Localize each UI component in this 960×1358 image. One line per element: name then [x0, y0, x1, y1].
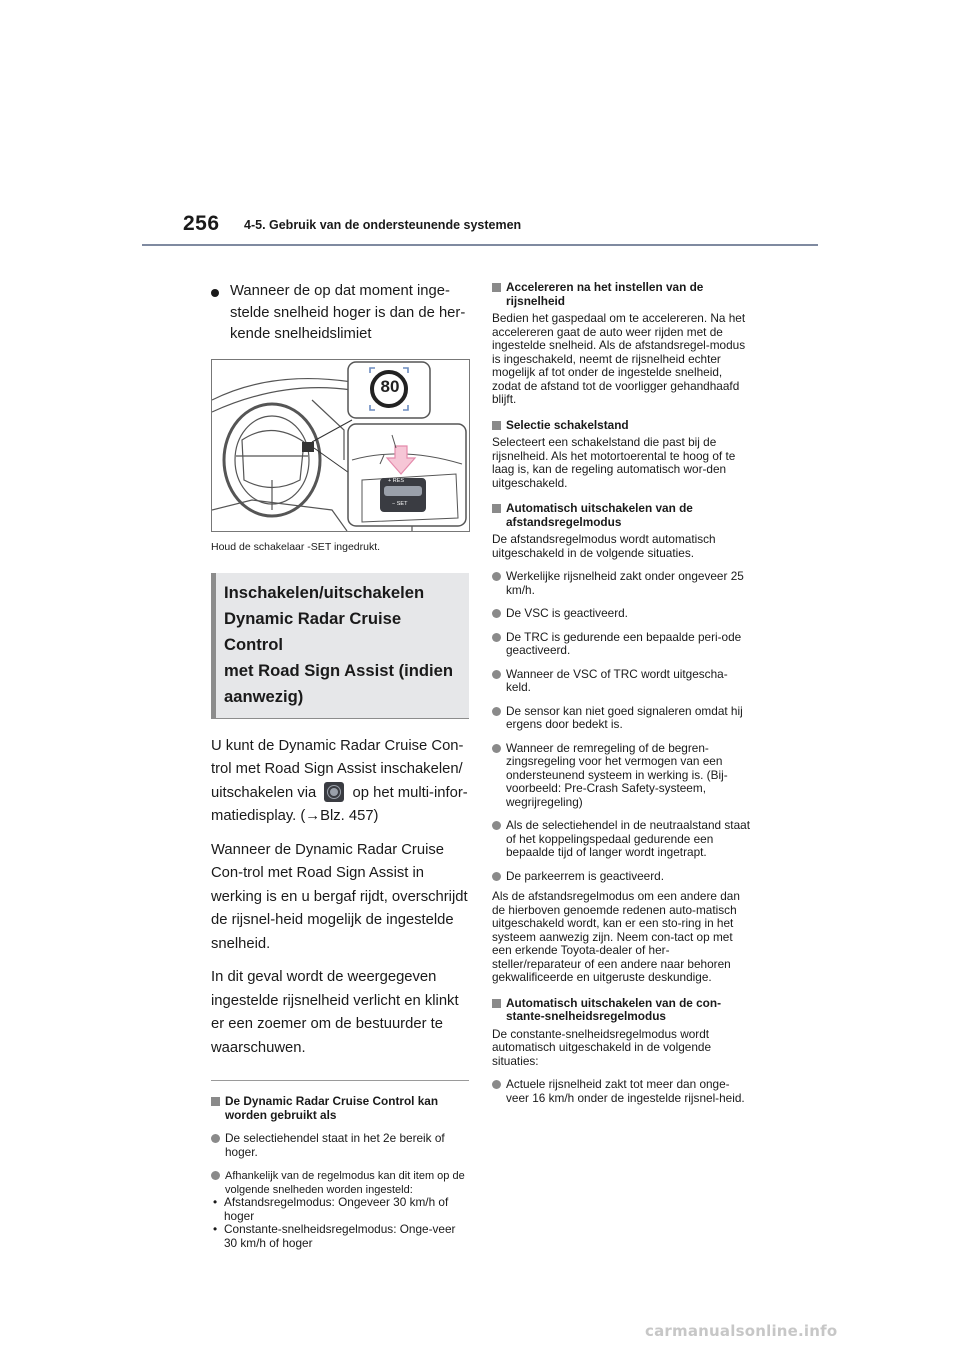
list-item-text: De sensor kan niet goed signaleren omdat hij ergens door bedekt is. [506, 703, 743, 731]
round-bullet-icon [492, 821, 501, 830]
round-bullet-icon [211, 1171, 220, 1180]
list-item-text: De VSC is geactiveerd. [506, 606, 628, 620]
round-bullet-icon [492, 872, 501, 881]
list-item [492, 1078, 752, 1105]
list-item: • Constante-snelheidsregelmodus: Onge-veer 30 km/h of hoger [211, 1223, 469, 1250]
square-bullet-icon [492, 504, 501, 513]
round-bullet-icon [211, 1134, 220, 1143]
list-item-text: Als de selectiehendel in de neutraalstand staat of het koppelingspedaal gedurende een bepaalde tijd of langer wordt ingetrapt. [506, 818, 750, 859]
note-bullet [211, 1132, 469, 1159]
list-item [492, 742, 752, 810]
note-bullet [211, 1169, 469, 1196]
section-heading-box [211, 573, 469, 719]
note-bullet-text: De selectiehendel staat in het 2e bereik of hoger. [225, 1131, 445, 1159]
left-column [211, 281, 469, 1250]
intro-text-after-icon: op het multi-infor-matiedisplay. (→Blz. 457) [211, 784, 468, 824]
subsection-heading-text: Selectie schakelstand [506, 417, 629, 432]
cockpit-drawing [212, 360, 469, 531]
subsection-heading [492, 281, 752, 308]
lead-bullet [211, 281, 469, 346]
subsection-heading-text: Automatisch uitschakelen van de con-stante-snelheidsregelmodus [506, 995, 722, 1023]
speed-sign-value: 80 [380, 376, 400, 396]
list-item-text: De parkeerrem is geactiveerd. [506, 868, 665, 883]
section-heading-line: Dynamic Radar Cruise Control [224, 608, 402, 654]
round-bullet-icon [492, 609, 501, 618]
square-bullet-icon [492, 283, 501, 292]
round-bullet-icon [492, 744, 501, 753]
list-item-text: Wanneer de remregeling of de begren-zingsregeling voor het vermogen van een ondersteunend systeem in werking is. (Bij-voorbeeld: Pre-Crash Safety-systeem, wegrijregeling) [506, 740, 728, 809]
intro-text-before-icon: U kunt de Dynamic Radar Cruise Con-trol met Road Sign Assist inschakelen/ uitschakelen via [211, 737, 464, 801]
right-column [492, 281, 752, 1105]
switch-plus-label: + RES [388, 477, 405, 484]
list-item [492, 631, 752, 658]
cockpit-illustration [211, 359, 470, 532]
square-bullet-icon [211, 1097, 220, 1106]
paragraph: De afstandsregelmodus wordt automatisch uitgeschakeld in de volgende situaties. [492, 532, 716, 560]
round-bullet-icon [492, 707, 501, 716]
list-item-text: Werkelijke rijsnelheid zakt onder ongeveer 25 km/h. [506, 569, 744, 597]
speed-mode-list [211, 1196, 469, 1250]
note-separator [211, 1080, 469, 1081]
page-number: 256 [183, 212, 220, 235]
list-item [492, 870, 752, 884]
lead-bullet-text: Wanneer de op dat moment inge-stelde snelheid hoger is dan de her-kende snelheidslimiet [230, 283, 466, 342]
square-bullet-icon [492, 421, 501, 430]
subsection-heading [492, 419, 752, 433]
figure-caption: Houd de schakelaar -SET ingedrukt. [211, 540, 381, 553]
header-rule [142, 244, 818, 246]
subsection-heading [492, 997, 752, 1024]
list-item-text: De TRC is gedurende een bepaalde peri-ode geactiveerd. [506, 629, 742, 657]
round-bullet-icon [492, 1080, 501, 1089]
paragraph: Als de afstandsregelmodus om een andere dan de hierboven genoemde redenen auto-matisch uitgeschakeld wordt, kan er een sto-ring in het systeem aanwezig zijn. Neem con-tact op met een erkende Toyota-dealer of her-steller/reparateur of een andere naar behoren gekwalificeerde en uitgeruste deskundige. [492, 889, 740, 984]
subsection-heading-text: Accelereren na het instellen van de rijsnelheid [506, 280, 704, 308]
list-item-text: Actuele rijsnelheid zakt tot meer dan onge-veer 16 km/h onder de ingestelde rijsnel-heid. [506, 1077, 745, 1105]
section-heading-line: aanwezig) [224, 686, 304, 706]
note-heading [211, 1095, 469, 1122]
list-item: • Afstandsregelmodus: Ongeveer 30 km/h of hoger [211, 1196, 469, 1223]
paragraph: Bedien het gaspedaal om te accelereren. Na het accelereren gaat de auto weer rijden met de ingestelde snelheid. Als de afstandsregel-modus is ingeschakeld, neemt de rijsnelheid echter mogelijk af tot onder de ingestelde snelheid, zodat de afstand tot de voorligger gehandhaafd blijft. [492, 311, 746, 406]
section-heading-line: Inschakelen/uitschakelen [224, 582, 425, 602]
list-item [492, 705, 752, 732]
round-bullet-icon [492, 633, 501, 642]
paragraph: Selecteert een schakelstand die past bij de rijsnelheid. Als het motortoerental te hoog of te laag is, kan de regeling automatisch wor-den uitgeschakeld. [492, 435, 736, 490]
list-item-text: Wanneer de VSC of TRC wordt uitgescha-keld. [506, 666, 728, 694]
list-item [492, 570, 752, 597]
downhill-paragraph: Wanneer de Dynamic Radar Cruise Con-trol met Road Sign Assist in werking is en u bergaf rijdt, overschrijdt de rijsnel-heid mogelijk de ingestelde snelheid. [211, 841, 468, 952]
round-bullet-icon [492, 572, 501, 581]
list-item [492, 668, 752, 695]
note-heading-text: De Dynamic Radar Cruise Control kan worden gebruikt als [225, 1094, 439, 1122]
round-bullet-icon [492, 670, 501, 679]
subsection-heading-text: Automatisch uitschakelen van de afstandsregelmodus [506, 501, 693, 529]
subsection-heading [492, 502, 752, 529]
note-bullet-text: Afhankelijk van de regelmodus kan dit item op de volgende snelheden worden ingesteld: [225, 1170, 465, 1196]
section-heading-line: met Road Sign Assist (indien [224, 660, 453, 680]
list-item [492, 607, 752, 621]
bullet-dot-icon [211, 289, 219, 297]
display-settings-icon [324, 782, 344, 802]
list-item [492, 819, 752, 860]
watermark: carmanualsonline.info [645, 1322, 838, 1340]
switch-minus-label: − SET [392, 500, 408, 507]
section-title: 4-5. Gebruik van de ondersteunende systemen [244, 218, 522, 232]
warning-paragraph: In dit geval wordt de weergegeven ingestelde rijsnelheid verlicht en klinkt er een zoemer om de bestuurder te waarschuwen. [211, 969, 459, 1056]
intro-paragraph [211, 735, 469, 829]
square-bullet-icon [492, 999, 501, 1008]
paragraph: De constante-snelheidsregelmodus wordt automatisch uitgeschakeld in de volgende situaties: [492, 1026, 712, 1068]
